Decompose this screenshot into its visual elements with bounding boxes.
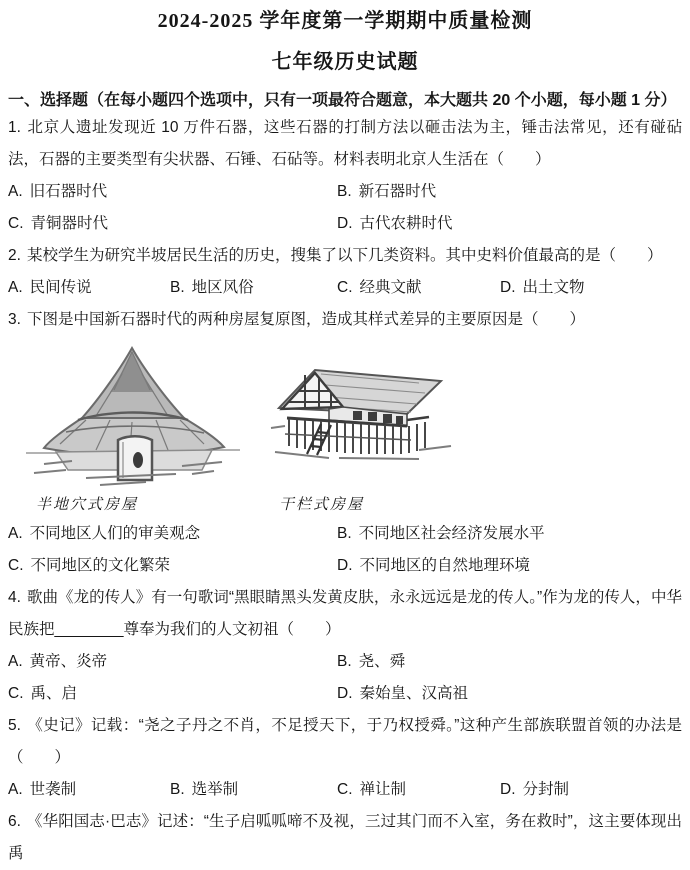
- question-6-number: 6.: [8, 813, 21, 830]
- question-3-number: 3.: [8, 311, 21, 328]
- question-3-options: [8, 518, 682, 582]
- exam-subtitle: 七年级历史试题: [271, 51, 419, 73]
- question-5-option-a: A. 世袭制: [8, 781, 77, 798]
- question-3-option-c: C. 不同地区的文化繁荣: [8, 557, 171, 574]
- question-2-option-c: C. 经典文献: [337, 279, 422, 296]
- figure-stilt-house: [269, 362, 454, 516]
- question-1-option-b: B. 新石器时代: [337, 183, 437, 200]
- question-2-number: 2.: [8, 247, 21, 264]
- question-5-option-d: D. 分封制: [500, 781, 570, 798]
- question-1: [8, 112, 682, 240]
- question-5-options: [8, 774, 682, 806]
- question-5-number: 5.: [8, 717, 21, 734]
- stilt-house-image: [269, 362, 454, 470]
- question-5-option-c: C. 禅让制: [337, 781, 407, 798]
- question-4-options: [8, 646, 682, 710]
- question-4: [8, 582, 682, 710]
- question-3-option-b: B. 不同地区社会经济发展水平: [337, 525, 545, 542]
- question-5-stem: 《史记》记载：“尧之子丹之不肖，不足授天下，于乃权授舜。”这种产生部族联盟首领的办法是（ ）: [8, 717, 682, 766]
- question-2-option-b: B. 地区风俗: [170, 279, 254, 296]
- question-1-text: [8, 112, 682, 176]
- question-3: [8, 304, 682, 582]
- question-6-stem: 《华阳国志·巴志》记述：“生子启呱呱啼不及视，三过其门而不入室，务在救时”，这主要体现出禹: [8, 813, 682, 862]
- question-4-option-b: B. 尧、舜: [337, 653, 406, 670]
- question-4-option-c: C. 禹、启: [8, 685, 78, 702]
- question-4-option-a: A. 黄帝、炎帝: [8, 653, 108, 670]
- question-4-number: 4.: [8, 589, 21, 606]
- semi-subterranean-hut-image: [26, 340, 241, 492]
- question-4-text: [8, 582, 682, 646]
- question-2-option-d: D. 出土文物: [500, 279, 585, 296]
- question-5-option-b: B. 选举制: [170, 781, 239, 798]
- question-1-options: [8, 176, 682, 240]
- question-6: [8, 806, 682, 870]
- question-1-option-d: D. 古代农耕时代: [337, 215, 453, 232]
- question-3-text: [8, 304, 682, 336]
- question-3-figures: [8, 340, 682, 516]
- figure-caption-semi-subterranean: 半地穴式房屋: [36, 497, 139, 513]
- question-3-option-a: A. 不同地区人们的审美观念: [8, 525, 201, 542]
- figure-caption-stilt-house: 干栏式房屋: [279, 497, 365, 513]
- question-4-option-d: D. 秦始皇、汉高祖: [337, 685, 469, 702]
- question-1-option-a: A. 旧石器时代: [8, 183, 108, 200]
- exam-title: 2024-2025 学年度第一学期期中质量检测: [157, 10, 533, 32]
- figure-semi-subterranean-house: [26, 340, 241, 516]
- question-6-text: [8, 806, 682, 870]
- question-3-option-d: D. 不同地区的自然地理环境: [337, 557, 531, 574]
- question-1-number: 1.: [8, 119, 21, 136]
- question-3-stem: 下图是中国新石器时代的两种房屋复原图，造成其样式差异的主要原因是（ ）: [26, 311, 585, 328]
- question-2-stem: 某校学生为研究半坡居民生活的历史，搜集了以下几类资料。其中史料价值最高的是（ ）: [26, 247, 663, 264]
- question-2-option-a: A. 民间传说: [8, 279, 92, 296]
- question-5: [8, 710, 682, 806]
- section-1-header: 一、选择题（在每小题四个选项中，只有一项最符合题意，本大题共 20 个小题，每小题 1 分）: [8, 92, 677, 109]
- question-2-options: [8, 272, 682, 304]
- question-2: [8, 240, 682, 304]
- question-2-text: [8, 240, 682, 272]
- question-5-text: [8, 710, 682, 774]
- question-4-stem: 歌曲《龙的传人》有一句歌词“黑眼睛黑头发黄皮肤，永永远远是龙的传人。”作为龙的传人，中华民族把________尊奉为我们的人文初祖（ ）: [8, 589, 682, 638]
- question-1-stem: 北京人遗址发现近 10 万件石器，这些石器的打制方法以砸击法为主，锤击法常见，还有碰砧法，石器的主要类型有尖状器、石锤、石砧等。材料表明北京人生活在（ ）: [8, 119, 682, 168]
- question-1-option-c: C. 青铜器时代: [8, 215, 109, 232]
